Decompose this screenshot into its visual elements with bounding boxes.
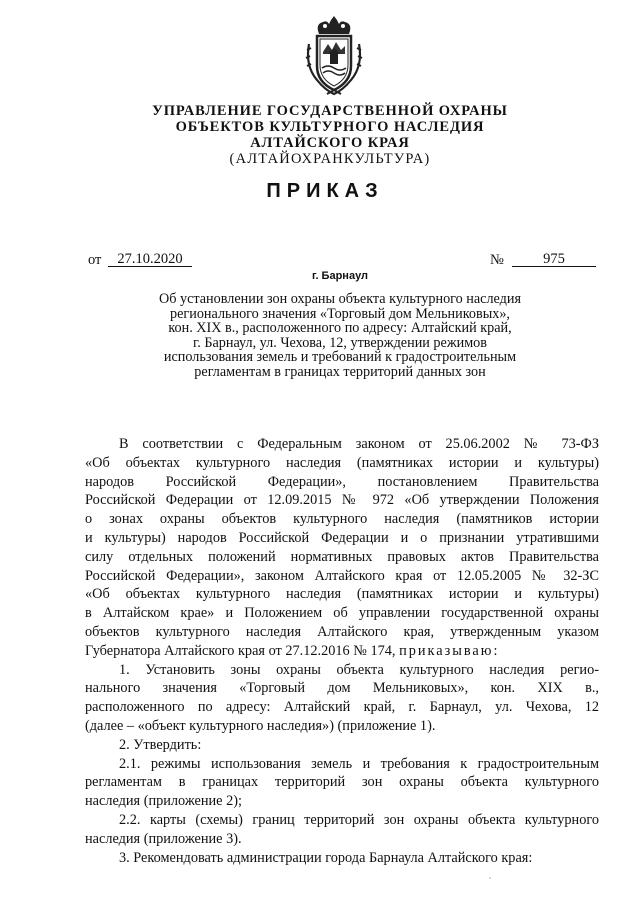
altai-krai-coat-of-arms-icon [301,14,367,98]
org-name-line: УПРАВЛЕНИЕ ГОСУДАРСТВЕННОЙ ОХРАНЫ [152,103,508,119]
body-line: 1. Установить зоны охраны объекта культурного наследия регио- [119,661,599,678]
body-line: Российской Федерации», законом Алтайского края от 12.05.2005 № 32-ЗС [85,567,599,584]
body-line: 2.1. режимы использования земель и требования к градостроительным [119,755,599,772]
body-line: В соответствии с Федеральным законом от 25.06.2002 № 73-ФЗ [119,436,599,452]
body-line: (далее – «объект культурного наследия») (приложение 1). [85,717,436,734]
subject-line: использования земель и требований к градостроительным [163,349,517,366]
item-2 [85,736,599,755]
date-label: от [88,252,102,268]
preamble-paragraph [85,435,599,661]
org-name-line: ОБЪЕКТОВ КУЛЬТУРНОГО НАСЛЕДИЯ [175,119,485,135]
body-line: Российской Федерации от 12.09.2015 № 972 «Об утверждении Положения [85,492,599,509]
org-abbreviation: (АЛТАЙОХРАНКУЛЬТУРА) [229,151,431,167]
item-2-1 [85,755,599,811]
preamble-last-text: Губернатора Алтайского края от 27.12.2016 № 174, [85,642,396,659]
body-line: нального значения «Торговый дом Мельниковых», кон. XIX в., [85,680,599,697]
order-word: приказываю: [399,642,500,659]
body-line: в Алтайском крае» и Положением об управлении государственной охраны [85,605,599,622]
document-date: 27.10.2020 [108,252,192,267]
document-type-title: ПРИКАЗ [266,180,384,202]
body-line: и культуры) народов Российской Федерации и о признании утратившими [85,529,599,546]
document-subject [0,292,640,380]
body-line: наследия (приложение 2); [85,793,242,810]
body-line: объектов культурного наследия Алтайского края, утвержденным указом [85,623,599,640]
item-3 [85,849,599,868]
body-line: «Об объектах культурного наследия (памятниках истории и культуры) [85,586,599,603]
body-line: о зонах охраны объектов культурного наследия (памятников истории [85,511,599,528]
city-label: г. Барнаул [311,270,369,282]
body-line: народов Российской Федерации», постановлением Правительства [85,473,599,490]
body-line: наследия (приложение 3). [85,830,242,847]
subject-line: регламентам в границах территорий данных зон [194,363,486,380]
body-line: «Об объектах культурного наследия (памятниках истории и культуры) [85,454,599,471]
subject-line: кон. XIX в., расположенного по адресу: Алтайский край, [168,320,512,337]
document-number: 975 [512,252,596,267]
issuing-authority [0,103,640,167]
document-body [85,435,599,867]
body-line: регламентам в границах территорий зон охраны объекта культурного [85,774,599,791]
subject-line: регионального значения «Торговый дом Мельниковых», [170,305,510,322]
org-name-line: АЛТАЙСКОГО КРАЯ [250,135,410,151]
scan-speck [489,877,491,879]
body-line: силу отдельных положений нормативных правовых актов Правительства [85,548,599,565]
item-2-2 [85,811,599,849]
item-1 [85,661,599,736]
number-label: № [490,252,504,268]
body-line: 2.2. карты (схемы) границ территорий зон охраны объекта культурного [119,811,599,828]
body-line: 2. Утвердить: [119,736,202,753]
subject-line: Об установлении зон охраны объекта культурного наследия [158,291,521,307]
body-line: 3. Рекомендовать администрации города Барнаула Алтайского края: [119,849,533,866]
body-line [85,642,599,661]
subject-line: г. Барнаул, ул. Чехова, 12, утверждении режимов [193,334,487,351]
body-line: расположенного по адресу: Алтайский край, г. Барнаул, ул. Чехова, 12 [85,699,599,716]
